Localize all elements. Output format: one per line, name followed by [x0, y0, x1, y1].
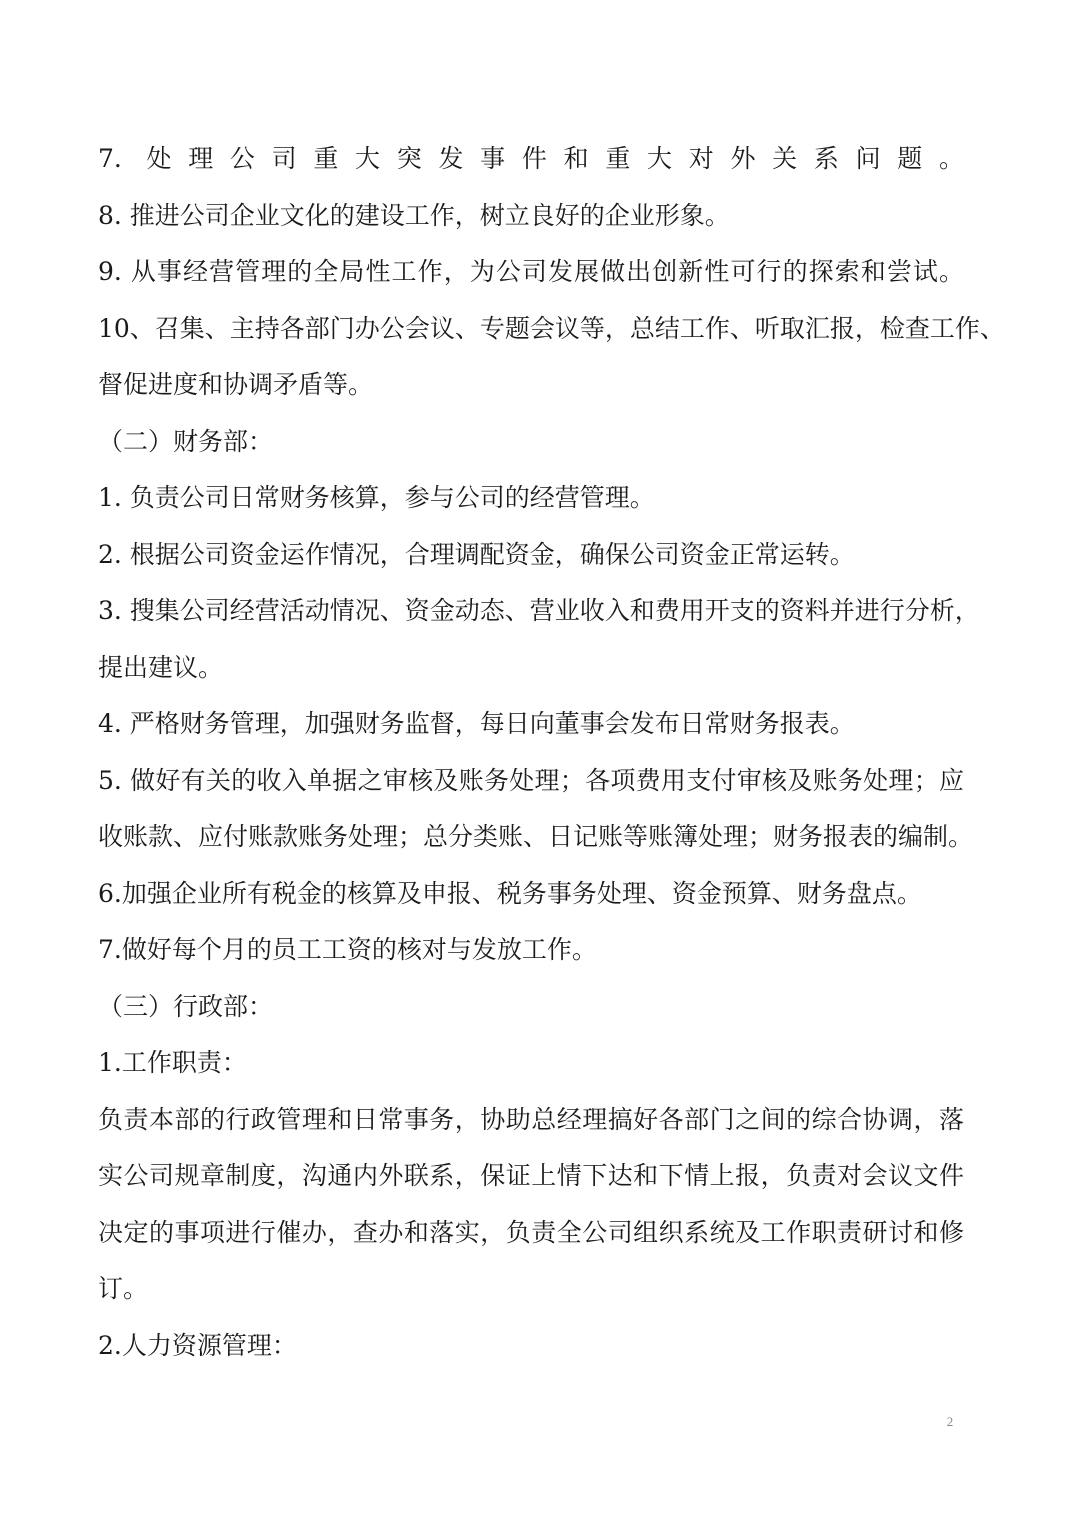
list-item-9: 9. 从事经营管理的全局性工作，为公司发展做出创新性可行的探索和尝试。 [98, 257, 964, 286]
finance-item-3-continued: 提出建议。 [98, 652, 224, 682]
admin-subheading-hr: 2.人力资源管理： [98, 1330, 297, 1360]
admin-duties-paragraph-line-3: 决定的事项进行催办，查办和落实，负责全公司组织系统及工作职责研讨和修 [98, 1217, 964, 1247]
page-number: 2 [946, 1414, 954, 1429]
finance-item-1: 1. 负责公司日常财务核算，参与公司的经营管理。 [98, 483, 655, 512]
finance-item-7: 7.做好每个月的员工工资的核对与发放工作。 [98, 935, 597, 964]
admin-duties-paragraph-line-1: 负责本部的行政管理和日常事务，协助总经理搞好各部门之间的综合协调，落 [98, 1104, 964, 1134]
list-item-10: 10、召集、主持各部门办公会议、专题会议等，总结工作、听取汇报，检查工作、 [98, 313, 1005, 343]
admin-subheading-duties: 1.工作职责： [98, 1048, 247, 1077]
document-body [98, 131, 1005, 1374]
finance-item-5: 5. 做好有关的收入单据之审核及账务处理；各项费用支付审核及账务处理；应 [98, 765, 964, 795]
finance-item-2: 2. 根据公司资金运作情况，合理调配资金，确保公司资金正常运转。 [98, 539, 855, 569]
section-heading-finance: （二）财务部： [98, 426, 274, 456]
list-item-8: 8. 推进公司企业文化的建设工作，树立良好的企业形象。 [98, 200, 730, 230]
finance-item-6: 6.加强企业所有税金的核算及申报、税务事务处理、资金预算、财务盘点。 [98, 878, 922, 908]
finance-item-3: 3. 搜集公司经营活动情况、资金动态、营业收入和费用开支的资料并进行分析， [98, 596, 980, 625]
list-item-7: 7. 处理公司重大突发事件和重大对外关系问题。 [98, 144, 964, 173]
admin-duties-paragraph-line-4: 订。 [98, 1274, 149, 1303]
section-heading-admin: （三）行政部： [98, 991, 274, 1021]
list-item-10-continued: 督促进度和协调矛盾等。 [98, 370, 374, 399]
finance-item-4: 4. 严格财务管理，加强财务监督，每日向董事会发布日常财务报表。 [98, 709, 855, 738]
admin-duties-paragraph-line-2: 实公司规章制度，沟通内外联系，保证上情下达和下情上报，负责对会议文件 [98, 1161, 964, 1190]
finance-item-5-continued: 收账款、应付账款账务处理；总分类账、日记账等账簿处理；财务报表的编制。 [98, 822, 974, 851]
